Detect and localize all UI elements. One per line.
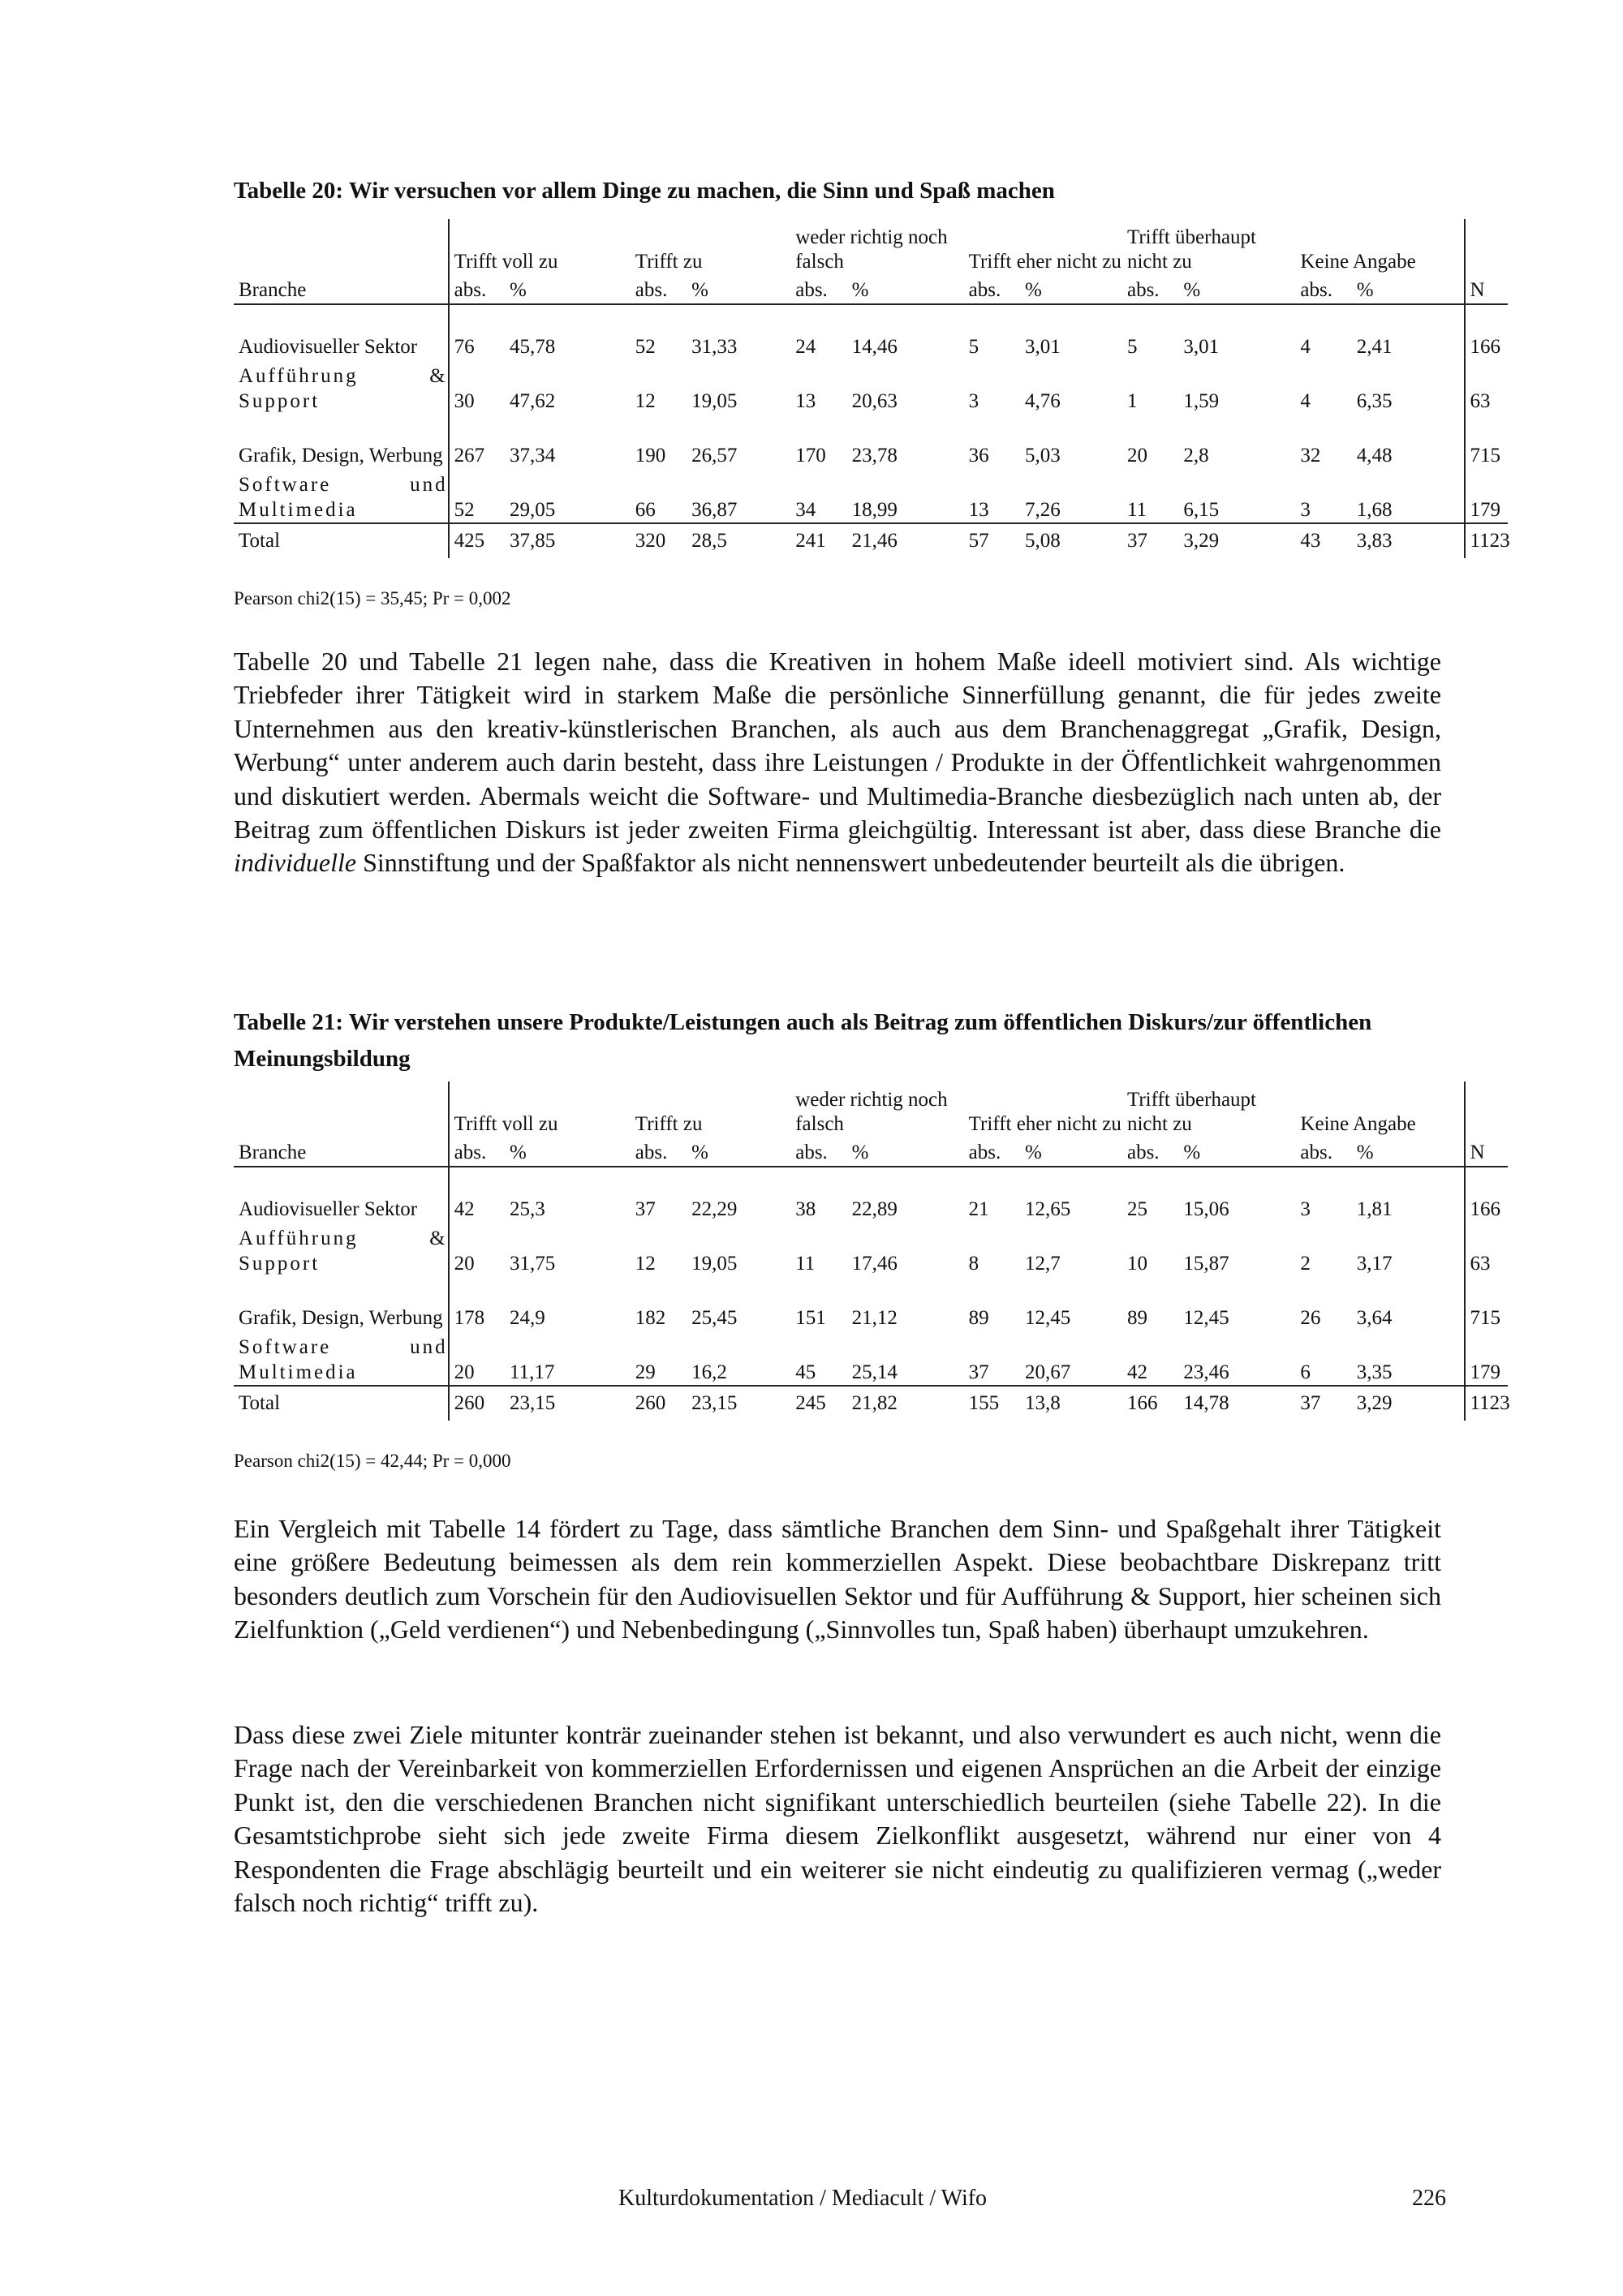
table-cell: 66: [631, 468, 687, 523]
table-cell: 23,15: [691, 1392, 738, 1414]
total-row: [234, 1386, 1508, 1421]
column-header: Trifft überhaupt nicht zu: [1126, 1089, 1256, 1135]
table-cell: 52: [635, 336, 656, 358]
table-cell: 38: [795, 1198, 816, 1220]
branch-label: Aufführung & Support: [239, 365, 448, 412]
total-label: Total: [239, 530, 281, 552]
abs-header: abs.: [631, 277, 687, 304]
table-cell: 37: [1126, 530, 1147, 552]
table-cell: 15,87: [1183, 1253, 1229, 1275]
table20-pearson: Pearson chi2(15) = 35,45; Pr = 0,002: [234, 588, 511, 608]
table-cell: 23,46: [1178, 1331, 1295, 1386]
table-cell: 12,45: [1183, 1307, 1229, 1329]
table-cell: 11,17: [505, 1331, 631, 1386]
table-cell: 31,75: [510, 1253, 556, 1275]
paragraph-1-italic: individuelle: [234, 848, 357, 878]
paragraph-3: Dass diese zwei Ziele mitunter konträr zueinander stehen ist bekannt, und also verwundert es auch nicht, wenn die Frage nach der Vereinbarkeit von kommerziellen Erfordernissen und eigenen Ansprüchen an die Arbeit der einzige Punkt ist, den die verschiedenen Branchen nicht signifikant unterschiedlich beurteilen (siehe Tabelle 22). In die Gesamtstichprobe sieht sich jede zweite Firma diesem Zielkonflikt ausgesetzt, während nur einer von 4 Respondenten die Frage abschlägig beurteilt und ein weiterer sie nicht eindeutig zu qualifizieren vermag („weder falsch noch richtig“ trifft zu).: [234, 1720, 1441, 1918]
branche-header: Branche: [234, 277, 449, 304]
table-cell: 2,8: [1183, 445, 1209, 467]
n-cell: 166: [1465, 1167, 1508, 1222]
table-cell: 155: [968, 1392, 1000, 1414]
footer-text: Kulturdokumentation / Mediacult / Wifo: [618, 2186, 988, 2211]
column-header: Trifft eher nicht zu: [968, 1113, 1121, 1135]
n-cell: 63: [1465, 1222, 1508, 1276]
abs-header: abs.: [964, 277, 1020, 304]
table-cell: 23,78: [851, 445, 898, 467]
page-number: 226: [1412, 2186, 1446, 2211]
n-cell: 179: [1465, 1331, 1508, 1386]
table-cell: 7,26: [1020, 468, 1122, 523]
table-cell: 47,62: [510, 390, 556, 412]
table-cell: 10: [1126, 1253, 1147, 1275]
table-cell: 16,2: [687, 1331, 790, 1386]
branch-label: Software und Multimedia: [234, 1331, 449, 1386]
table-row: [234, 1222, 1508, 1276]
table-cell: 21,82: [851, 1392, 898, 1414]
table-cell: 3,29: [1183, 530, 1220, 552]
table-cell: 4: [1300, 390, 1311, 412]
table-cell: 24,9: [510, 1307, 545, 1329]
table-cell: 425: [449, 523, 505, 558]
table-cell: 3: [968, 390, 979, 412]
column-header: Trifft voll zu: [449, 1081, 631, 1140]
table-cell: 6,15: [1178, 468, 1295, 523]
branche-header: Branche: [234, 1140, 449, 1167]
header-blank-n: [1465, 1081, 1508, 1140]
table-cell: 20: [449, 1331, 505, 1386]
pct-header: %: [1352, 277, 1465, 304]
table-cell: 3,01: [1183, 336, 1220, 358]
table-cell: 12: [635, 1253, 656, 1275]
table-cell: 21: [968, 1198, 989, 1220]
table-cell: 1,81: [1356, 1198, 1393, 1220]
column-header: weder richtig noch falsch: [795, 1089, 948, 1135]
table-cell: 241: [795, 530, 826, 552]
header-blank: [234, 1081, 449, 1140]
pct-header: %: [505, 277, 631, 304]
n-cell: 63: [1465, 359, 1508, 414]
table-cell: 4,48: [1356, 445, 1393, 467]
table-cell: 3: [1295, 468, 1351, 523]
table-cell: 190: [635, 445, 666, 467]
table-cell: 170: [795, 445, 826, 467]
table-cell: 151: [795, 1307, 826, 1329]
column-header: Keine Angabe: [1300, 1113, 1416, 1135]
abs-header: abs.: [631, 1140, 687, 1167]
branch-label: Software und Multimedia: [234, 468, 449, 523]
table-cell: 5: [968, 336, 979, 358]
total-label: Total: [239, 1392, 281, 1414]
table-cell: 20,67: [1020, 1331, 1122, 1386]
table-cell: 25,3: [510, 1198, 545, 1220]
n-cell: 166: [1465, 304, 1508, 359]
table-cell: 25,45: [691, 1307, 738, 1329]
column-header: Trifft zu: [635, 1113, 703, 1135]
table-cell: 320: [635, 530, 666, 552]
table-cell: 45: [790, 1331, 846, 1386]
table-cell: 11: [795, 1253, 816, 1275]
column-header: weder richtig noch falsch: [795, 226, 948, 273]
table-cell: 20: [449, 1222, 505, 1276]
table-row: [234, 468, 1508, 523]
table-cell: 20,63: [851, 390, 898, 412]
paragraph-1: [234, 645, 1441, 880]
abs-header: abs.: [449, 277, 505, 304]
table-cell: 12,45: [1025, 1307, 1071, 1329]
table-cell: 3,35: [1352, 1331, 1465, 1386]
table-cell: 3,01: [1025, 336, 1061, 358]
table-cell: 37: [1300, 1392, 1321, 1414]
table-cell: 4: [1300, 336, 1311, 358]
table-cell: 36,87: [687, 468, 790, 523]
table-cell: 3,29: [1356, 1392, 1393, 1414]
table-cell: 31,33: [691, 336, 738, 358]
table-cell: 12,65: [1025, 1198, 1071, 1220]
pct-header: %: [1020, 1140, 1122, 1167]
abs-header: abs.: [449, 1140, 505, 1167]
table21: [234, 1081, 1508, 1421]
table-cell: 2,41: [1356, 336, 1393, 358]
table-cell: 37: [964, 1331, 1020, 1386]
table-cell: 45,78: [510, 336, 556, 358]
table-cell: 1,59: [1183, 390, 1220, 412]
table-cell: 29: [631, 1331, 687, 1386]
table-cell: 42: [1122, 1331, 1178, 1386]
n-header: N: [1465, 1140, 1508, 1167]
pct-header: %: [1352, 1140, 1465, 1167]
header-blank: [234, 219, 449, 277]
branch-label: Audiovisueller Sektor: [239, 336, 418, 358]
paragraph-1-text-b: Sinnstiftung und der Spaßfaktor als nicht nennenswert unbedeutender beurteilt als die übrigen.: [356, 848, 1345, 878]
table-row: [234, 1331, 1508, 1386]
table-cell: 26,57: [691, 445, 738, 467]
table-cell: 3: [1300, 1198, 1311, 1220]
table-row: [234, 1167, 1508, 1222]
table-cell: 13,8: [1025, 1392, 1061, 1414]
branch-label: Audiovisueller Sektor: [239, 1198, 418, 1220]
table-cell: 260: [635, 1392, 666, 1414]
table-cell: 24: [795, 336, 816, 358]
table-cell: 14,46: [851, 336, 898, 358]
table-cell: 12: [635, 390, 656, 412]
table-cell: 22,29: [691, 1198, 738, 1220]
table-cell: 57: [968, 530, 989, 552]
pct-header: %: [505, 1140, 631, 1167]
table-cell: 19,05: [691, 1253, 738, 1275]
table-cell: 5,03: [1025, 445, 1061, 467]
table-cell: 182: [635, 1307, 666, 1329]
abs-header: abs.: [1295, 277, 1351, 304]
table-cell: 13: [964, 468, 1020, 523]
table-cell: 22,89: [851, 1198, 898, 1220]
table-cell: 4,76: [1025, 390, 1061, 412]
table20-title: Tabelle 20: Wir versuchen vor allem Dinge zu machen, die Sinn und Spaß machen: [234, 178, 1055, 204]
n-cell: 1123: [1465, 523, 1508, 558]
table-cell: 12,7: [1025, 1253, 1061, 1275]
table-row: [234, 359, 1508, 414]
paragraph-1-text-a: Tabelle 20 und Tabelle 21 legen nahe, dass die Kreativen in hohem Maße ideell motiviert sind. Als wichtige Triebfeder ihrer Tätigkeit wird in starkem Maße die persönliche Sinnerfüllung genannt, die für jedes zweite Unternehmen aus den kreativ-künstlerischen Branchen, als auch aus dem Branchenaggregat „Grafik, Design, Werbung“ unter anderem auch darin besteht, dass ihre Leistungen / Produkte in der Öffentlichkeit wahrgenommen und diskutiert werden. Abermals weicht die Software- und Multimedia-Branche diesbezüglich nach unten ab, der Beitrag zum öffentlichen Diskurs ist jeder zweiten Firma gleichgültig. Interessant ist aber, dass diese Branche die: [234, 647, 1441, 845]
pct-header: %: [687, 277, 790, 304]
table-cell: 17,46: [851, 1253, 898, 1275]
column-header: Trifft zu: [635, 251, 703, 273]
table-cell: 52: [449, 468, 505, 523]
table-cell: 5: [1126, 336, 1138, 358]
table-cell: 19,05: [691, 390, 738, 412]
pct-header: %: [687, 1140, 790, 1167]
n-cell: 179: [1465, 468, 1508, 523]
table-cell: 37,34: [510, 445, 556, 467]
table-cell: 37,85: [510, 530, 556, 552]
table-cell: 15,06: [1183, 1198, 1229, 1220]
table-cell: 89: [968, 1307, 989, 1329]
branch-label: Aufführung & Support: [239, 1228, 448, 1275]
table-cell: 25,14: [847, 1331, 964, 1386]
table-cell: 21,46: [851, 530, 898, 552]
table-cell: 5,08: [1025, 530, 1061, 552]
table-row: [234, 1276, 1508, 1331]
table-cell: 32: [1300, 445, 1321, 467]
n-cell: 715: [1465, 414, 1508, 468]
table21-title: Tabelle 21: Wir verstehen unsere Produkte/Leistungen auch als Beitrag zum öffentlichen Diskurs/zur öffentlichen Meinungsbildung: [234, 1009, 1372, 1072]
abs-header: abs.: [790, 1140, 846, 1167]
branch-label: Grafik, Design, Werbung: [239, 1307, 443, 1329]
table-cell: 6: [1295, 1331, 1351, 1386]
table-cell: 42: [449, 1167, 505, 1222]
abs-header: abs.: [790, 277, 846, 304]
column-header: Trifft voll zu: [449, 219, 631, 277]
table-cell: 1: [1126, 390, 1138, 412]
table-cell: 14,78: [1183, 1392, 1229, 1414]
pct-header: %: [1020, 277, 1122, 304]
table-cell: 267: [449, 414, 505, 468]
table-cell: 23,15: [510, 1392, 556, 1414]
table-cell: 11: [1122, 468, 1178, 523]
table-cell: 30: [449, 359, 505, 414]
pct-header: %: [847, 277, 964, 304]
table-cell: 3,17: [1356, 1253, 1393, 1275]
table-cell: 18,99: [847, 468, 964, 523]
paragraph-2: Ein Vergleich mit Tabelle 14 fördert zu Tage, dass sämtliche Branchen dem Sinn- und Spaßgehalt ihrer Tätigkeit eine größere Bedeutung beimessen als dem rein kommerziellen Aspekt. Diese beobachtbare Diskrepanz tritt besonders deutlich zum Vorschein für den Audiovisuellen Sektor und für Aufführung & Support, hier scheinen sich Zielfunktion („Geld verdienen“) und Nebenbedingung („Sinnvolles tun, Spaß haben) überhaupt umzukehren.: [234, 1514, 1441, 1645]
table-cell: 28,5: [691, 530, 727, 552]
table-cell: 26: [1300, 1307, 1321, 1329]
table-cell: 20: [1126, 445, 1147, 467]
column-header: Keine Angabe: [1300, 251, 1416, 273]
n-cell: 715: [1465, 1276, 1508, 1331]
table-cell: 260: [449, 1386, 505, 1421]
n-header: N: [1465, 277, 1508, 304]
pct-header: %: [1178, 277, 1295, 304]
table-cell: 8: [968, 1253, 979, 1275]
table21-pearson: Pearson chi2(15) = 42,44; Pr = 0,000: [234, 1451, 511, 1471]
table-cell: 43: [1300, 530, 1321, 552]
abs-header: abs.: [1295, 1140, 1351, 1167]
table-cell: 37: [635, 1198, 656, 1220]
table-cell: 76: [449, 304, 505, 359]
table-row: [234, 414, 1508, 468]
header-blank-n: [1465, 219, 1508, 277]
abs-header: abs.: [964, 1140, 1020, 1167]
pct-header: %: [1178, 1140, 1295, 1167]
table-cell: 2: [1300, 1253, 1311, 1275]
table-cell: 21,12: [851, 1307, 898, 1329]
table-cell: 3,83: [1356, 530, 1393, 552]
table-row: [234, 304, 1508, 359]
table-cell: 13: [795, 390, 816, 412]
abs-header: abs.: [1122, 277, 1178, 304]
table-cell: 178: [449, 1276, 505, 1331]
table-cell: 6,35: [1356, 390, 1393, 412]
table-cell: 245: [795, 1392, 826, 1414]
table-cell: 1,68: [1352, 468, 1465, 523]
table-cell: 89: [1126, 1307, 1147, 1329]
table-cell: 3,64: [1356, 1307, 1393, 1329]
column-header: Trifft eher nicht zu: [968, 251, 1121, 273]
table-cell: 25: [1126, 1198, 1147, 1220]
table20: [234, 219, 1508, 558]
table-cell: 166: [1126, 1392, 1158, 1414]
abs-header: abs.: [1122, 1140, 1178, 1167]
pct-header: %: [847, 1140, 964, 1167]
table-cell: 36: [968, 445, 989, 467]
table-cell: 34: [790, 468, 846, 523]
n-cell: 1123: [1465, 1386, 1508, 1421]
table-cell: 29,05: [505, 468, 631, 523]
total-row: [234, 523, 1508, 558]
branch-label: Grafik, Design, Werbung: [239, 445, 443, 467]
column-header: Trifft überhaupt nicht zu: [1126, 226, 1256, 273]
